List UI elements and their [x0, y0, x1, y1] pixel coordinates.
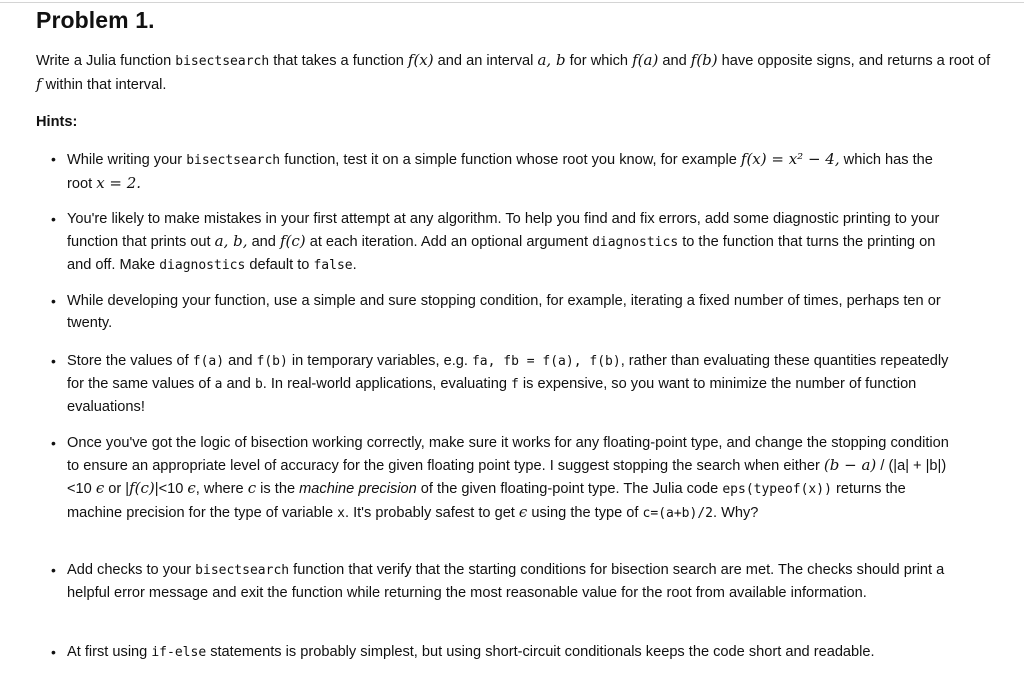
- math-c: c: [247, 479, 257, 497]
- bullet-icon: •: [51, 353, 56, 369]
- text: statements is probably simplest, but using short-circuit conditionals keeps the code short and readable.: [206, 644, 875, 660]
- code-diagnostics: diagnostics: [592, 235, 679, 250]
- bullet-icon: •: [51, 644, 56, 660]
- bullet-icon: •: [51, 562, 56, 578]
- text: and: [224, 353, 257, 369]
- text: in temporary variables, e.g.: [287, 353, 472, 369]
- hint-item-1: [51, 148, 971, 195]
- code-x: x: [337, 506, 345, 521]
- problem-statement: [36, 49, 996, 97]
- bullet-icon: •: [51, 435, 56, 451]
- math-interval: a, b: [537, 51, 566, 69]
- text: is expensive, so you want to minimize the number of function evaluations!: [67, 376, 917, 415]
- text: Once you've got the logic of bisection working correctly, make sure it works for any floating-point type, and change the stopping condition to ensure an appropriate level of accuracy for the given floating point type. I suggest stopping the search when either: [67, 435, 949, 474]
- text: function, test it on a simple function whose root you know, for example: [280, 152, 741, 168]
- code-f: f: [511, 377, 519, 392]
- bullet-icon: •: [51, 293, 56, 309]
- text: , rather than evaluating these quantities repeatedly for the same values of: [67, 353, 949, 392]
- code-false: false: [313, 258, 353, 273]
- hint-item-4: [51, 350, 971, 418]
- text: is the: [256, 481, 300, 497]
- text: using the type of: [527, 505, 643, 521]
- text: While writing your: [67, 152, 187, 168]
- hints-heading: Hints:: [36, 114, 78, 130]
- text: |<10: [154, 481, 188, 497]
- hint-item-2: [51, 208, 971, 277]
- bullet-icon: •: [51, 211, 56, 227]
- code-fa: f(a): [192, 354, 225, 369]
- text: for which: [565, 53, 633, 69]
- text: While developing your function, use a simple and sure stopping condition, for example, iterating a fixed number of times, perhaps ten or twenty.: [67, 293, 941, 331]
- math-fc: f(c): [279, 232, 306, 250]
- text: . Why?: [713, 505, 759, 521]
- text: Add checks to your: [67, 562, 196, 578]
- text: to the function that turns the printing on and off. Make: [67, 234, 936, 273]
- text: , where: [195, 481, 248, 497]
- text: Store the values of: [67, 353, 193, 369]
- text: You're likely to make mistakes in your first attempt at any algorithm. To help you find and fix errors, add some diagnostic printing to your function that prints out: [67, 211, 940, 250]
- text: function that verify that the starting conditions for bisection search are met. The checks should print a helpful error message and exit the function while returning the most reasonable value for the root from available information.: [67, 562, 945, 601]
- problem-title: Problem 1.: [36, 7, 155, 33]
- text: within that interval.: [41, 77, 167, 93]
- code-fb: f(b): [256, 354, 288, 369]
- text: and: [658, 53, 691, 69]
- math-fa: f(a): [632, 51, 659, 69]
- text: and: [222, 376, 255, 392]
- math-fb: f(b): [690, 51, 718, 69]
- text: and: [247, 234, 280, 250]
- text: of the given floating-point type. The Julia code: [416, 481, 723, 497]
- text: . In real-world applications, evaluating: [262, 376, 511, 392]
- math-b-minus-a: (b − a): [823, 456, 877, 474]
- code-bisectsearch: bisectsearch: [175, 54, 270, 69]
- code-a: a: [214, 377, 223, 392]
- text: at each iteration. Add an optional argument: [305, 234, 593, 250]
- text: At first using: [67, 644, 152, 660]
- hint-item-3: [51, 290, 971, 334]
- bullet-icon: •: [51, 151, 56, 167]
- hint-item-7: [51, 641, 971, 664]
- hint-item-6: [51, 559, 971, 604]
- math-example-function: f(x) = x² − 4,: [740, 150, 840, 168]
- math-fx: f(x): [407, 51, 434, 69]
- code-bisectsearch: bisectsearch: [186, 153, 281, 168]
- code-diagnostics: diagnostics: [159, 258, 246, 273]
- text: that takes a function: [269, 53, 408, 69]
- text: or |: [104, 481, 130, 497]
- top-divider: [0, 2, 1024, 3]
- code-temp-vars: fa, fb = f(a), f(b): [471, 354, 621, 369]
- math-ab: a, b,: [214, 232, 248, 250]
- math-fc: f(c): [129, 479, 155, 497]
- text: returns the machine precision for the type of variable: [67, 481, 906, 521]
- math-epsilon: ϵ: [518, 503, 528, 521]
- text: / (|a| + |b|)<10: [67, 458, 947, 497]
- text: .: [352, 257, 357, 273]
- math-f: f: [36, 75, 42, 93]
- emphasis-machine-precision: machine precision: [299, 481, 417, 497]
- text: which has the root: [67, 152, 933, 192]
- math-root: x = 2.: [96, 174, 142, 192]
- code-bisectsearch: bisectsearch: [195, 563, 290, 578]
- code-b: b: [254, 377, 263, 392]
- code-if-else: if-else: [151, 645, 207, 660]
- math-epsilon: ϵ: [95, 479, 105, 497]
- text: . It's probably safest to get: [344, 505, 519, 521]
- code-eps: eps(typeof(x)): [722, 482, 832, 497]
- text: and an interval: [433, 53, 538, 69]
- text: Write a Julia function: [36, 53, 176, 69]
- hint-item-5: [51, 432, 971, 525]
- text: have opposite signs, and returns a root of: [717, 53, 991, 69]
- code-midpoint: c=(a+b)/2: [642, 506, 713, 521]
- math-epsilon: ϵ: [187, 479, 196, 497]
- text: default to: [245, 257, 314, 273]
